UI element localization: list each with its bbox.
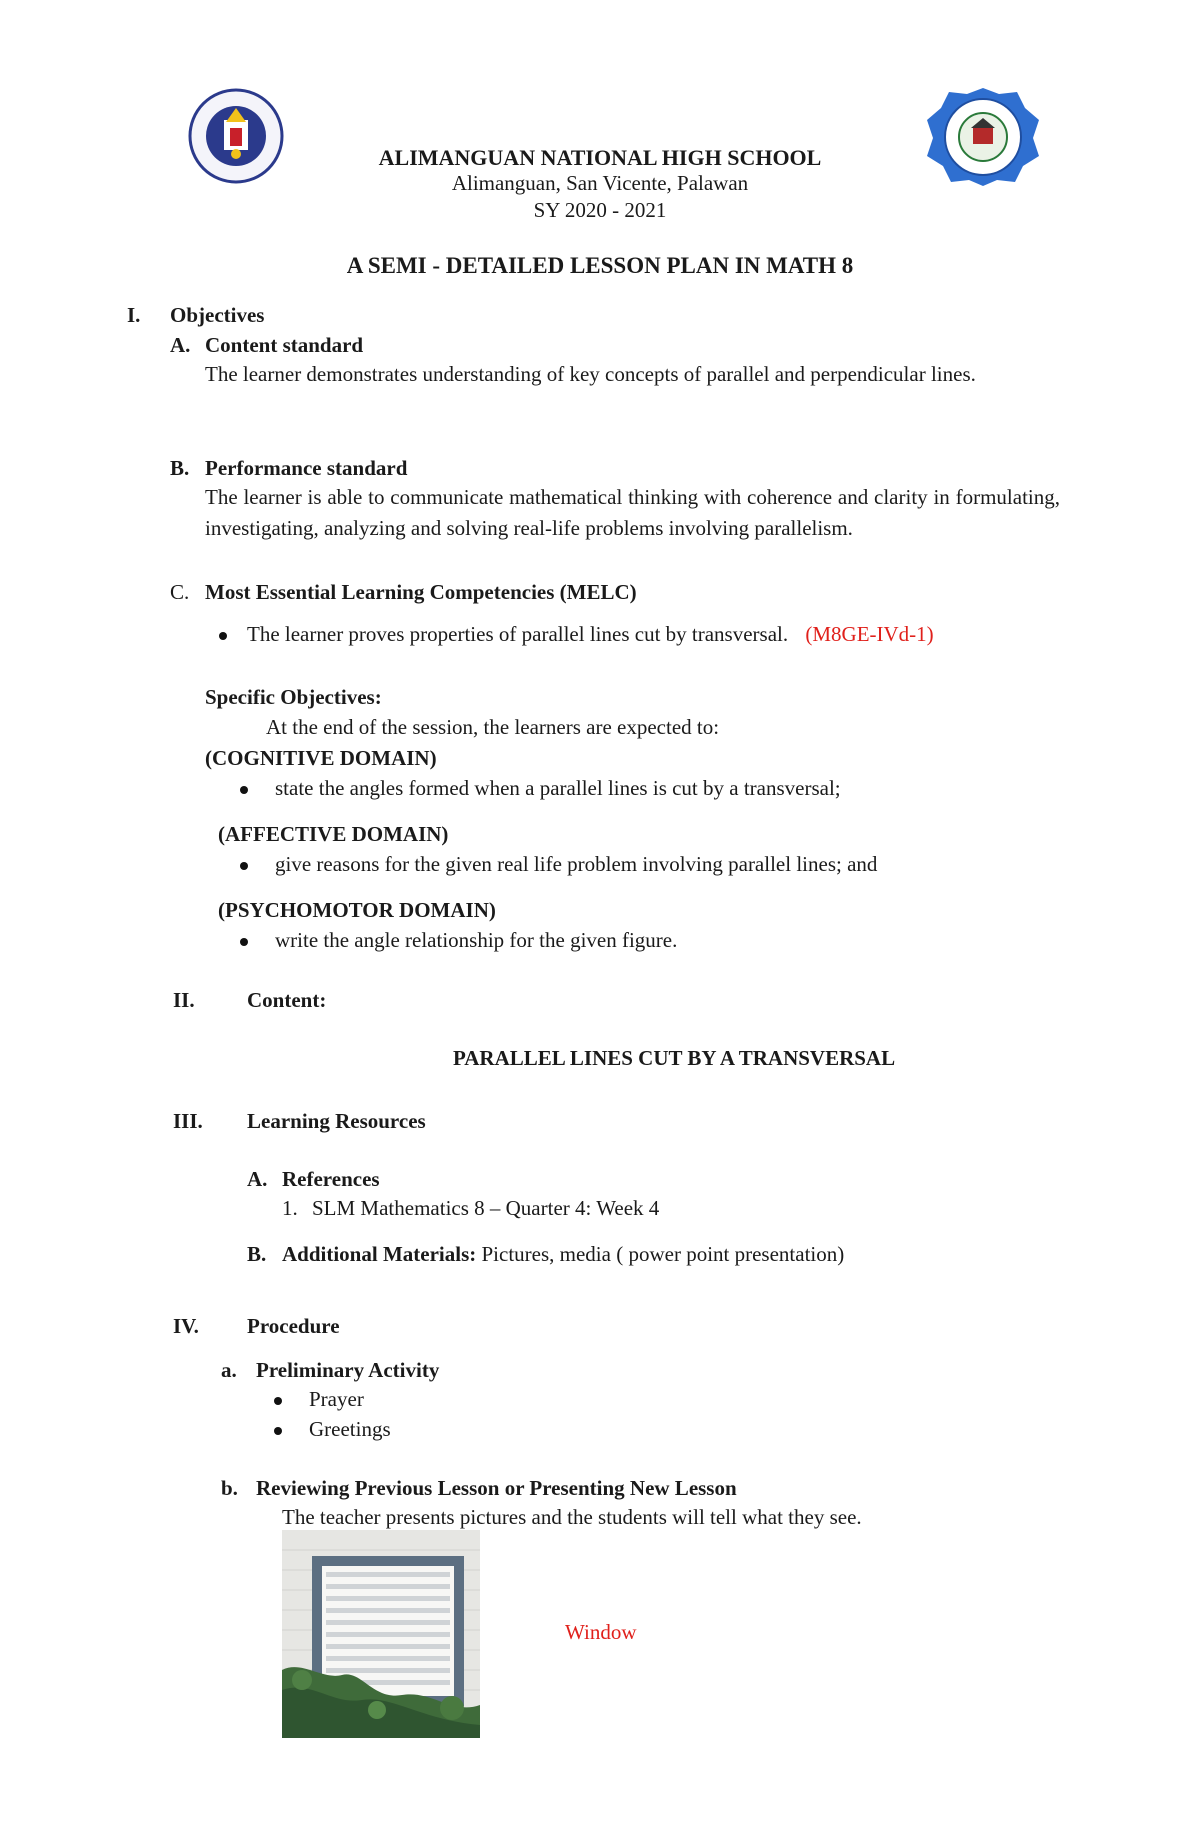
- affective-domain-heading: (AFFECTIVE DOMAIN): [218, 822, 449, 846]
- content-standard-text: The learner demonstrates understanding of key concepts of parallel and perpendicular lines.: [205, 362, 976, 386]
- bullet-icon: [240, 862, 248, 870]
- section-number-content: II.: [173, 988, 195, 1012]
- bullet-icon: [219, 632, 227, 640]
- section-heading-content: Content:: [247, 988, 327, 1012]
- psychomotor-domain-heading: (PSYCHOMOTOR DOMAIN): [218, 898, 496, 922]
- school-year: SY 2020 - 2021: [533, 198, 667, 222]
- bullet-icon: [274, 1427, 282, 1435]
- school-address: Alimanguan, San Vicente, Palawan: [451, 171, 749, 195]
- preliminary-heading: Preliminary Activity: [256, 1358, 440, 1382]
- additional-materials: [282, 1242, 844, 1267]
- references-heading: References: [282, 1167, 380, 1191]
- specific-objectives-intro: At the end of the session, the learners are expected to:: [266, 715, 720, 739]
- preliminary-item-prayer: Prayer: [309, 1387, 364, 1411]
- section-number-objectives: I.: [127, 303, 141, 327]
- content-topic: PARALLEL LINES CUT BY A TRANSVERSAL: [453, 1046, 896, 1070]
- performance-standard-letter: B.: [170, 456, 190, 480]
- cognitive-domain-heading: (COGNITIVE DOMAIN): [205, 746, 437, 770]
- section-number-procedure: IV.: [173, 1314, 199, 1338]
- performance-standard-text: The learner is able to communicate mathematical thinking with coherence and clarity in formulating, investigating, analyzing and solving real-life problems involving parallelism.: [205, 485, 1060, 540]
- cognitive-item: state the angles formed when a parallel lines is cut by a transversal;: [275, 776, 841, 800]
- picture-caption: Window: [565, 1620, 637, 1644]
- reference-number: 1.: [282, 1196, 298, 1220]
- review-text: The teacher presents pictures and the students will tell what they see.: [282, 1505, 862, 1529]
- section-number-resources: III.: [173, 1109, 203, 1133]
- review-heading: Reviewing Previous Lesson or Presenting New Lesson: [256, 1476, 737, 1500]
- affective-item: give reasons for the given real life problem involving parallel lines; and: [275, 852, 878, 876]
- melc-letter: C.: [170, 580, 190, 604]
- additional-materials-text: Pictures, media ( power point presentation): [481, 1242, 845, 1266]
- school-name: ALIMANGUAN NATIONAL HIGH SCHOOL: [378, 145, 822, 170]
- additional-materials-heading: Additional Materials:: [282, 1242, 477, 1266]
- references-letter: A.: [247, 1167, 268, 1191]
- section-heading-procedure: Procedure: [247, 1314, 340, 1338]
- content-standard-heading: Content standard: [205, 333, 364, 357]
- window-picture: [282, 1530, 480, 1738]
- melc-item-text: The learner proves properties of parallel lines cut by transversal.: [247, 622, 789, 646]
- melc-heading: Most Essential Learning Competencies (MELC): [205, 580, 637, 604]
- melc-code: (M8GE-IVd-1): [805, 622, 934, 646]
- performance-standard-heading: Performance standard: [205, 456, 408, 480]
- preliminary-item-greetings: Greetings: [309, 1417, 391, 1441]
- page-title: A SEMI - DETAILED LESSON PLAN IN MATH 8: [346, 253, 854, 278]
- bullet-icon: [274, 1397, 282, 1405]
- preliminary-letter: a.: [221, 1358, 237, 1382]
- reference-item: SLM Mathematics 8 – Quarter 4: Week 4: [312, 1196, 660, 1220]
- bullet-icon: [240, 786, 248, 794]
- additional-materials-letter: B.: [247, 1242, 267, 1266]
- psychomotor-item: write the angle relationship for the given figure.: [275, 928, 678, 952]
- section-heading-objectives: Objectives: [170, 303, 265, 327]
- melc-item: [247, 622, 934, 647]
- bullet-icon: [240, 938, 248, 946]
- section-heading-resources: Learning Resources: [247, 1109, 426, 1133]
- review-letter: b.: [221, 1476, 238, 1500]
- content-standard-letter: A.: [170, 333, 191, 357]
- specific-objectives-heading: Specific Objectives:: [205, 685, 382, 709]
